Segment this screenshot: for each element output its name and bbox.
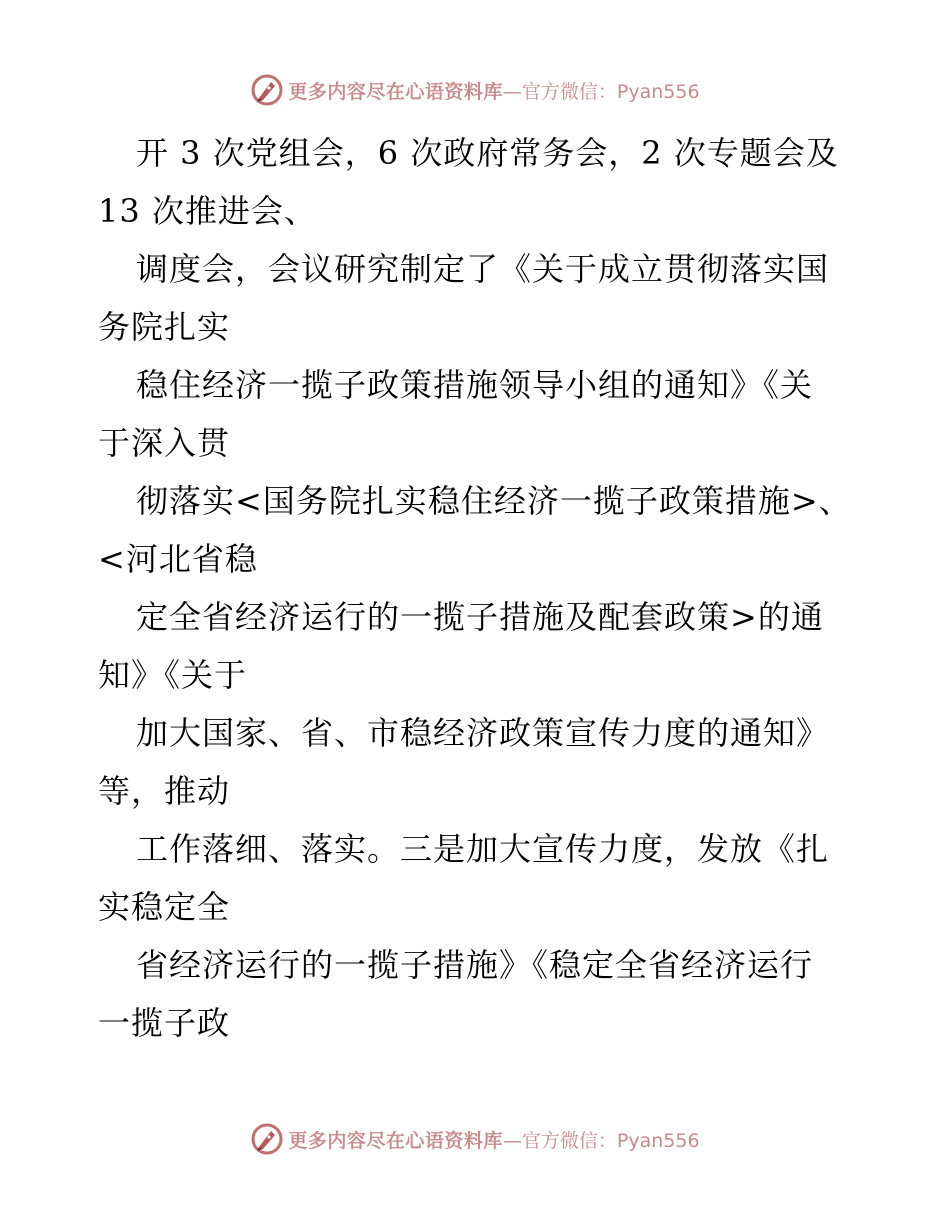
header-banner: [0, 70, 950, 110]
text-line: 调度会，会议研究制定了《关于成立贯彻落实国: [136, 250, 830, 288]
text-line: 实稳定全: [98, 888, 231, 926]
text-line: 等，推动: [98, 772, 231, 810]
text-line: 13 次推进会、: [98, 192, 317, 230]
footer-brand-text: 更多内容尽在心语资料库: [288, 1129, 503, 1152]
header-brand-text: 更多内容尽在心语资料库: [288, 80, 503, 103]
text-line: 稳住经济一揽子政策措施领导小组的通知》《关: [136, 366, 814, 404]
text-line: 知》《关于: [98, 656, 248, 694]
document-body: [98, 124, 858, 1052]
text-line: 加大国家、省、市稳经济政策宣传力度的通知》: [136, 714, 830, 752]
header-contact-text: —官方微信：Pyan556: [502, 80, 700, 103]
text-line: 省经济运行的一揽子措施》《稳定全省经济运行: [136, 946, 814, 984]
text-line: <河北省稳: [98, 540, 258, 578]
text-line: 开 3 次党组会，6 次政府常务会，2 次专题会及: [136, 134, 839, 172]
text-line: 一揽子政: [98, 1004, 231, 1042]
text-line: 于深入贯: [98, 424, 231, 462]
text-line: 工作落细、落实。三是加大宣传力度，发放《扎: [136, 830, 830, 868]
text-line: 彻落实<国务院扎实稳住经济一揽子政策措施>、: [136, 482, 852, 520]
footer-banner: [0, 1119, 950, 1159]
text-line: 定全省经济运行的一揽子措施及配套政策>的通: [136, 598, 824, 636]
pen-nib-logo-icon: [250, 1122, 284, 1156]
footer-contact-text: —官方微信：Pyan556: [502, 1129, 700, 1152]
text-line: 务院扎实: [98, 308, 231, 346]
pen-nib-logo-icon: [250, 73, 284, 107]
